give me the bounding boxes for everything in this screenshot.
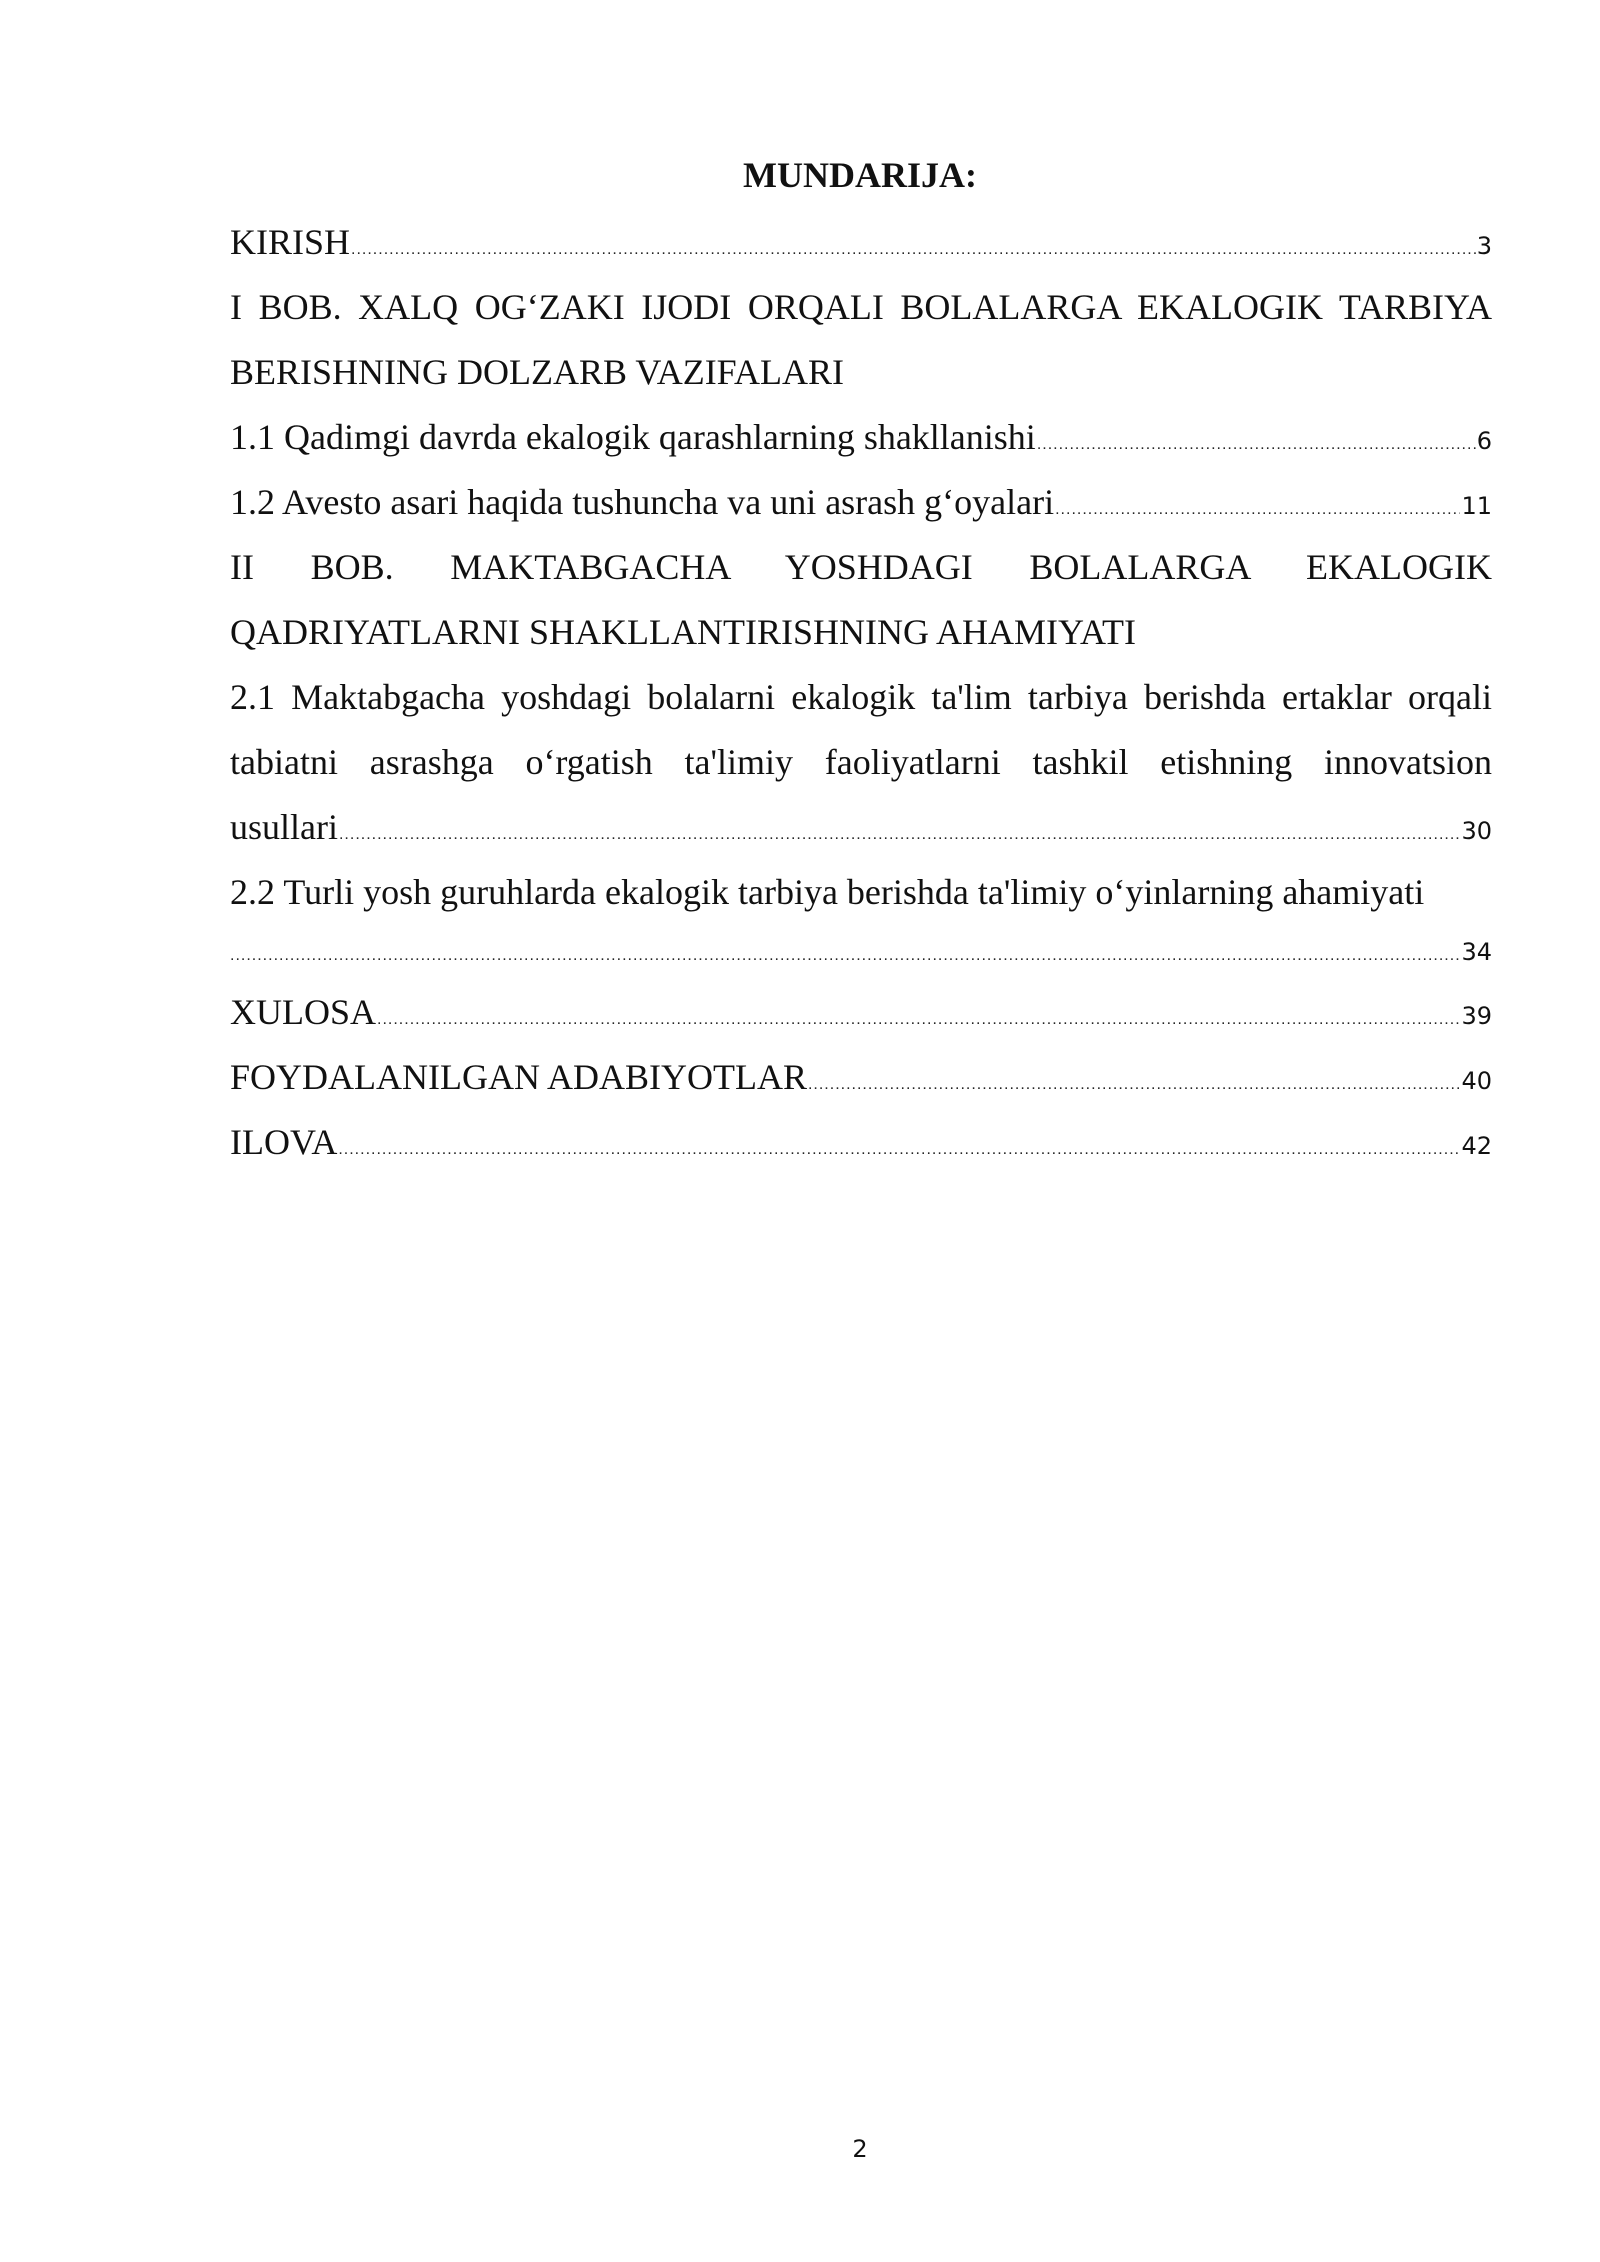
toc-title: MUNDARIJA: [743,155,977,195]
chapter-2-line-1: II BOB. MAKTABGACHA YOSHDAGI BOLALARGA EKALOGIK [230,547,1492,587]
toc-entry-label: KIRISH [230,222,351,262]
chapter-1-line-2: BERISHNING DOLZARB VAZIFALARI [230,352,845,392]
toc-entry-1-1[interactable] [230,405,1492,470]
toc-entry-label: 1.1 Qadimgi davrda ekalogik qarashlarning shakllanishi [230,417,1036,457]
dot-leader [351,217,1476,282]
toc-entry-page: 3 [1476,232,1492,260]
toc-entry-label: ILOVA [230,1122,338,1162]
toc-entry-label: FOYDALANILGAN ADABIYOTLAR [230,1057,807,1097]
toc-entry-page: 34 [1461,938,1492,966]
toc-entry-page: 40 [1461,1067,1492,1095]
toc-entry-adabiyotlar[interactable] [230,1045,1492,1110]
section-2-2-leader-line [230,925,1492,980]
chapter-1-line-1: I BOB. XALQ OG‘ZAKI IJODI ORQALI BOLALARGA EKALOGIK TARBIYA [230,287,1492,327]
section-2-1-line-3 [230,795,1492,860]
section-2-2-line-1: 2.2 Turli yosh guruhlarda ekalogik tarbiya berishda ta'limiy o‘yinlarning ahamiyati [230,872,1425,912]
toc-entry-label: 1.2 Avesto asari haqida tushuncha va uni asrash g‘oyalari [230,482,1055,522]
page-number: 2 [852,2135,868,2163]
toc-entry-2-1[interactable] [230,665,1492,860]
table-of-contents [230,210,1492,1175]
dot-leader [1037,412,1476,477]
dot-leader [338,1117,1460,1182]
toc-chapter-2[interactable] [230,535,1492,665]
section-2-1-line-1: 2.1 Maktabgacha yoshdagi bolalarni ekalogik ta'lim tarbiya berishda ertaklar orqali [230,677,1492,717]
toc-entry-label: usullari [230,807,338,847]
toc-entry-ilova[interactable] [230,1110,1492,1175]
toc-entry-kirish[interactable] [230,210,1492,275]
toc-chapter-1[interactable] [230,275,1492,405]
toc-entry-label: XULOSA [230,992,377,1032]
toc-entry-1-2[interactable] [230,470,1492,535]
toc-entry-page: 42 [1461,1132,1492,1160]
chapter-2-line-2: QADRIYATLARNI SHAKLLANTIRISHNING AHAMIYATI [230,612,1136,652]
dot-leader [339,802,1460,867]
toc-entry-xulosa[interactable] [230,980,1492,1045]
toc-entry-page: 30 [1461,817,1492,845]
toc-entry-page: 11 [1461,492,1492,520]
dot-leader [808,1052,1460,1117]
dot-leader [377,987,1460,1052]
dot-leader [1055,477,1460,542]
dot-leader [230,928,1461,983]
toc-entry-page: 39 [1461,1002,1492,1030]
section-2-1-line-2: tabiatni asrashga o‘rgatish ta'limiy faoliyatlarni tashkil etishning innovatsion [230,742,1492,782]
toc-entry-2-2[interactable] [230,860,1492,980]
toc-entry-page: 6 [1476,427,1492,455]
